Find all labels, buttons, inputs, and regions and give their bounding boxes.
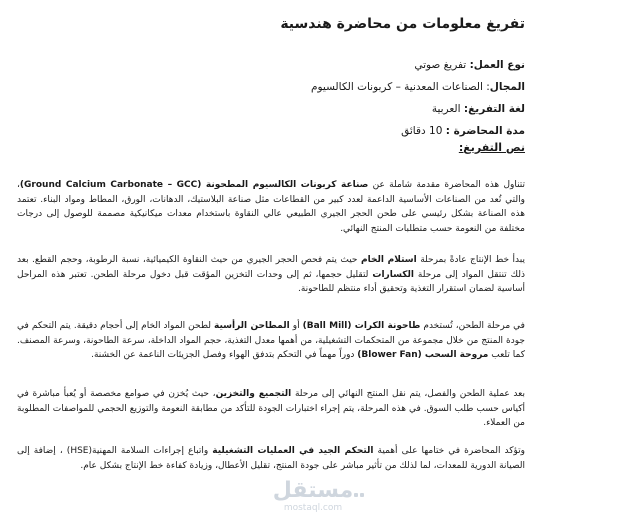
- transcript-heading: نص التفريغ:: [458, 141, 525, 154]
- paragraph-production-line: [17, 253, 525, 297]
- text-run: تتناول هذه المحاضرة مقدمة شاملة عن: [368, 180, 526, 190]
- watermark-name: مستقل: [272, 478, 354, 503]
- bold-term: طاحونة الكرات (Ball Mill): [302, 321, 421, 331]
- text-run: لتقليل حجمها، ثم إلى وحدات التخزين المؤقت قبل دخول مرحلة الطحن. تعتبر هذه المراحل أساسية لضمان استقرار التغذية وتحقيق أداء منتظم للطاحونة.: [17, 269, 525, 295]
- text-run: واتباع إجراءات السلامة المهنية(HSE) ، إضافة إلى الصيانة الدورية للمعدات، لما لذلك من تأثير مباشر على جودة المنتج، تقليل الأعطال، وزيادة كفاءة خط الإنتاج بشكل عام.: [17, 446, 525, 471]
- meta-value: العربية: [431, 103, 464, 115]
- meta-value: تفريغ صوتي: [414, 59, 470, 71]
- watermark-url: mostaql.com: [283, 503, 343, 513]
- paragraph-conclusion: [17, 444, 525, 473]
- text-run: ، حيث يُخزن في صوامع مخصصة أو يُعبأ مباشرة في أكياس حسب طلب السوق. في هذه المرحلة، يتم إجراء اختبارات الجودة للتأكد من مطابقة النعومة والتوزيع الحجمي للمواصفات المطلوبة من العملاء.: [17, 389, 525, 429]
- meta-row-field: [311, 76, 525, 98]
- meta-value: : الصناعات المعدنية – كربونات الكالسيوم: [310, 81, 490, 93]
- text-run: دوراً مهماً في التحكم بتدفق الهواء وفصل الجزيئات الناعمة عن الخشنة.: [91, 350, 358, 361]
- text-run: ، والتي تُعد من الصناعات الأساسية الداعمة لعدد كبير من القطاعات مثل صناعة البلاستيك، الدهانات، الورق، المطاط ومواد البناء. تعتمد هذه الصناعة بشكل رئيسي على طحن الحجر الجيري الطبيعي عالي النقاوة باستخدام معدات ميكانيكية مصممة للوصول إلى درجات مختلفة من النعومة حسب متطلبات المنتج النهائي.: [17, 180, 525, 234]
- meta-label: المجال: [489, 81, 525, 93]
- paragraph-grinding: [17, 319, 525, 363]
- bold-term: مروحة السحب (Blower Fan): [357, 350, 489, 361]
- logo-dots-icon: [352, 482, 364, 501]
- meta-label: لغة التفريغ:: [463, 103, 525, 115]
- bold-term: استلام الخام: [360, 255, 417, 265]
- bold-term: الكسارات: [372, 269, 414, 280]
- metadata-block: [311, 54, 525, 142]
- text-run: في مرحلة الطحن، تُستخدم: [420, 321, 525, 331]
- bold-term: التحكم الجيد في العمليات التشغيلية: [212, 446, 374, 456]
- meta-label: مدة المحاضرة :: [445, 125, 525, 137]
- bold-term: صناعة كربونات الكالسيوم المطحونة (Ground Calcium Carbonate – GCC): [19, 180, 369, 190]
- meta-value: 10 دقائق: [401, 125, 446, 137]
- bold-term: المطاحن الرأسية: [214, 321, 290, 331]
- meta-row-work-type: [311, 54, 525, 76]
- text-run: وتؤكد المحاضرة في ختامها على أهمية: [373, 446, 525, 456]
- mostaql-watermark: [258, 480, 368, 514]
- text-run: يبدأ خط الإنتاج عادةً بمرحلة: [416, 255, 525, 265]
- paragraph-storage: [17, 387, 525, 431]
- meta-row-duration: [311, 120, 525, 142]
- text-run: لطحن المواد الخام إلى أحجام دقيقة. يتم التحكم في جودة المنتج من خلال مجموعة من المتحكمات التشغيلية، من أهمها معدل التغذية، حجم المواد الداخلة، سرعة الطاحونة، وسرعة المصنف. كما تلعب: [17, 321, 525, 361]
- document-title: تفريغ معلومات من محاضرة هندسية: [280, 16, 525, 32]
- bold-term: التجميع والتخزين: [215, 389, 292, 399]
- paragraph-intro: [17, 178, 525, 236]
- text-run: بعد عملية الطحن والفصل، يتم نقل المنتج النهائي إلى مرحلة: [291, 389, 525, 399]
- text-run: أو: [289, 321, 303, 331]
- text-run: حيث يتم فحص الحجر الجيري من حيث النقاوة الكيميائية، نسبة الرطوبة، وحجم القطع. بعد ذلك تنتقل المواد إلى مرحلة: [17, 255, 525, 280]
- meta-label: نوع العمل:: [469, 59, 525, 71]
- meta-row-language: [311, 98, 525, 120]
